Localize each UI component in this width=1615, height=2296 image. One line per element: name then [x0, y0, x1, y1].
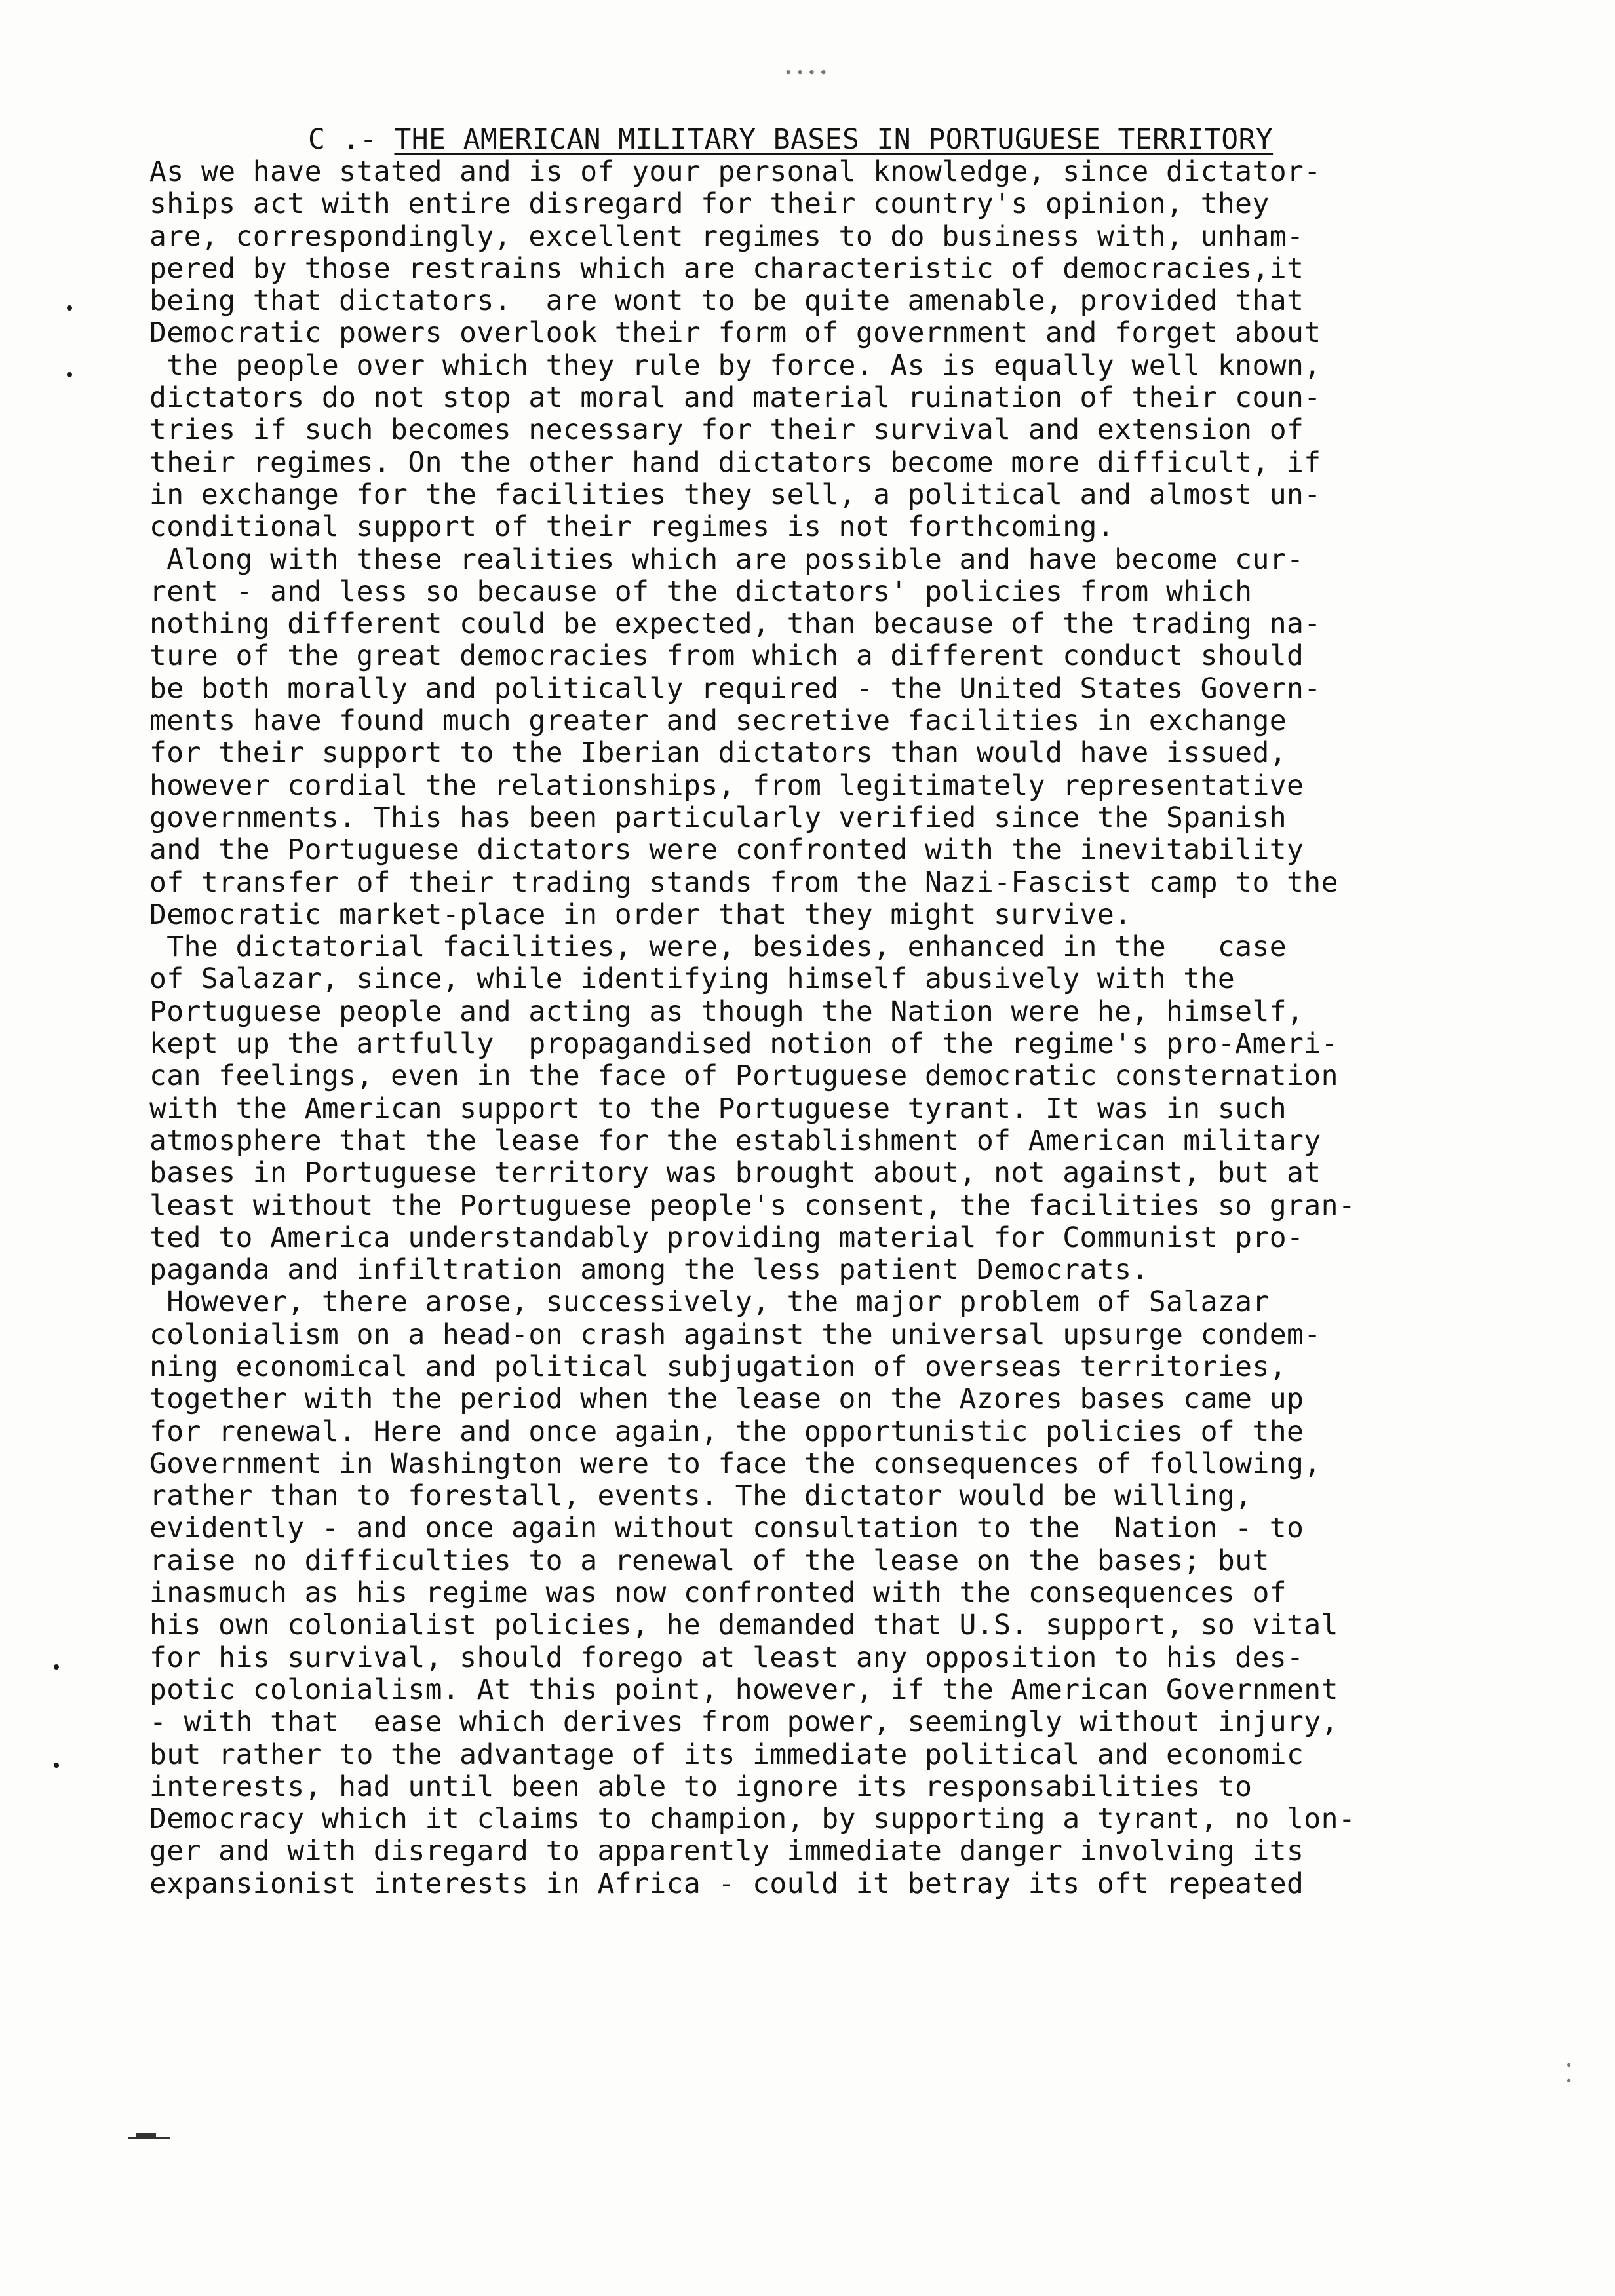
text-line: atmosphere that the lease for the establishment of American military [149, 1124, 1321, 1157]
text-line: be both morally and politically required - the United States Govern- [149, 672, 1321, 705]
section-heading [308, 123, 1273, 156]
text-line: governments. This has been particularly verified since the Spanish [149, 801, 1287, 834]
text-line: Democratic powers overlook their form of government and forget about [149, 316, 1321, 350]
margin-mark [54, 1763, 59, 1768]
text-line: evidently - and once again without consultation to the Nation - to [149, 1512, 1304, 1545]
text-line: are, correspondingly, excellent regimes to do business with, unham- [149, 220, 1304, 253]
text-line: rent - and less so because of the dictators' policies from which [149, 575, 1253, 608]
text-line: being that dictators. are wont to be quite amenable, provided that [149, 284, 1304, 318]
text-line: colonialism on a head-on crash against the universal upsurge condem- [149, 1318, 1321, 1351]
text-line: together with the period when the lease on the Azores bases came up [149, 1383, 1304, 1416]
ink-smudge [136, 2133, 156, 2137]
text-line: Government in Washington were to face the consequences of following, [149, 1447, 1321, 1480]
ink-smudge [128, 2137, 170, 2139]
text-line: ships act with entire disregard for their country's opinion, they [149, 187, 1270, 221]
text-line: paganda and infiltration among the less patient Democrats. [149, 1253, 1149, 1287]
text-line: ning economical and political subjugation of overseas territories, [149, 1350, 1287, 1383]
body-text [149, 156, 1355, 1900]
text-line: can feelings, even in the face of Portuguese democratic consternation [149, 1060, 1338, 1093]
text-line: inasmuch as his regime was now confronted with the consequences of [149, 1577, 1287, 1610]
text-line: interests, had until been able to ignore its responsabilities to [149, 1770, 1253, 1803]
text-line: Democracy which it claims to champion, by supporting a tyrant, no lon- [149, 1803, 1356, 1836]
margin-mark [67, 372, 72, 377]
text-line: however cordial the relationships, from legitimately representative [149, 769, 1304, 802]
text-line: pered by those restrains which are characteristic of democracies,it [149, 252, 1304, 285]
text-line: and the Portuguese dictators were confronted with the inevitability [149, 833, 1304, 867]
text-line: of transfer of their trading stands from the Nazi-Fascist camp to the [149, 866, 1338, 899]
text-line: his own colonialist policies, he demanded that U.S. support, so vital [149, 1609, 1338, 1642]
text-line: The dictatorial facilities, were, besides, enhanced in the case [149, 930, 1287, 964]
text-line: expansionist interests in Africa - could it betray its oft repeated [149, 1867, 1304, 1900]
margin-mark [54, 1664, 59, 1670]
text-line: Along with these realities which are possible and have become cur- [149, 543, 1304, 576]
text-line: in exchange for the facilities they sell, a political and almost un- [149, 478, 1321, 511]
paper-specks: ∙∙∙∙ [784, 64, 831, 81]
text-line: ture of the great democracies from which a different conduct should [149, 640, 1304, 673]
text-line: the people over which they rule by force. As is equally well known, [149, 349, 1321, 382]
text-line: tries if such becomes necessary for their survival and extension of [149, 413, 1304, 447]
text-line: rather than to forestall, events. The dictator would be willing, [149, 1480, 1253, 1513]
text-line: least without the Portuguese people's consent, the facilities so gran- [149, 1189, 1356, 1222]
text-line: ger and with disregard to apparently immediate danger involving its [149, 1835, 1304, 1868]
paper-specks: ∙ ∙ [1565, 2058, 1576, 2088]
text-line: Portuguese people and acting as though the Nation were he, himself, [149, 995, 1304, 1028]
text-line: potic colonialism. At this point, however, if the American Government [149, 1673, 1338, 1706]
heading-title: THE AMERICAN MILITARY BASES IN PORTUGUESE TERRITORY [394, 123, 1274, 156]
text-line: kept up the artfully propagandised notion of the regime's pro-Ameri- [149, 1027, 1338, 1061]
text-line: for renewal. Here and once again, the opportunistic policies of the [149, 1415, 1304, 1448]
text-line: Democratic market-place in order that they might survive. [149, 898, 1132, 931]
text-line: conditional support of their regimes is not forthcoming. [149, 510, 1115, 544]
text-line: As we have stated and is of your personal knowledge, since dictator- [149, 155, 1321, 188]
text-line: However, there arose, successively, the major problem of Salazar [149, 1286, 1270, 1319]
text-line: for their support to the Iberian dictators than would have issued, [149, 737, 1287, 770]
text-line: bases in Portuguese territory was brought about, not against, but at [149, 1157, 1321, 1190]
text-line: ments have found much greater and secretive facilities in exchange [149, 704, 1287, 738]
text-line: with the American support to the Portuguese tyrant. It was in such [149, 1092, 1287, 1125]
text-line: but rather to the advantage of its immediate political and economic [149, 1738, 1304, 1771]
text-line: for his survival, should forego at least any opposition to his des- [149, 1641, 1304, 1674]
text-line: raise no difficulties to a renewal of the lease on the bases; but [149, 1544, 1270, 1577]
text-line: ted to America understandably providing material for Communist pro- [149, 1221, 1304, 1254]
text-line: of Salazar, since, while identifying himself abusively with the [149, 963, 1236, 996]
heading-prefix: C .- [308, 123, 395, 156]
text-line: their regimes. On the other hand dictators become more difficult, if [149, 446, 1321, 479]
text-line: nothing different could be expected, than because of the trading na- [149, 607, 1321, 641]
margin-mark [67, 305, 72, 311]
text-line: - with that ease which derives from power, seemingly without injury, [149, 1706, 1338, 1739]
text-line: dictators do not stop at moral and material ruination of their coun- [149, 381, 1321, 415]
